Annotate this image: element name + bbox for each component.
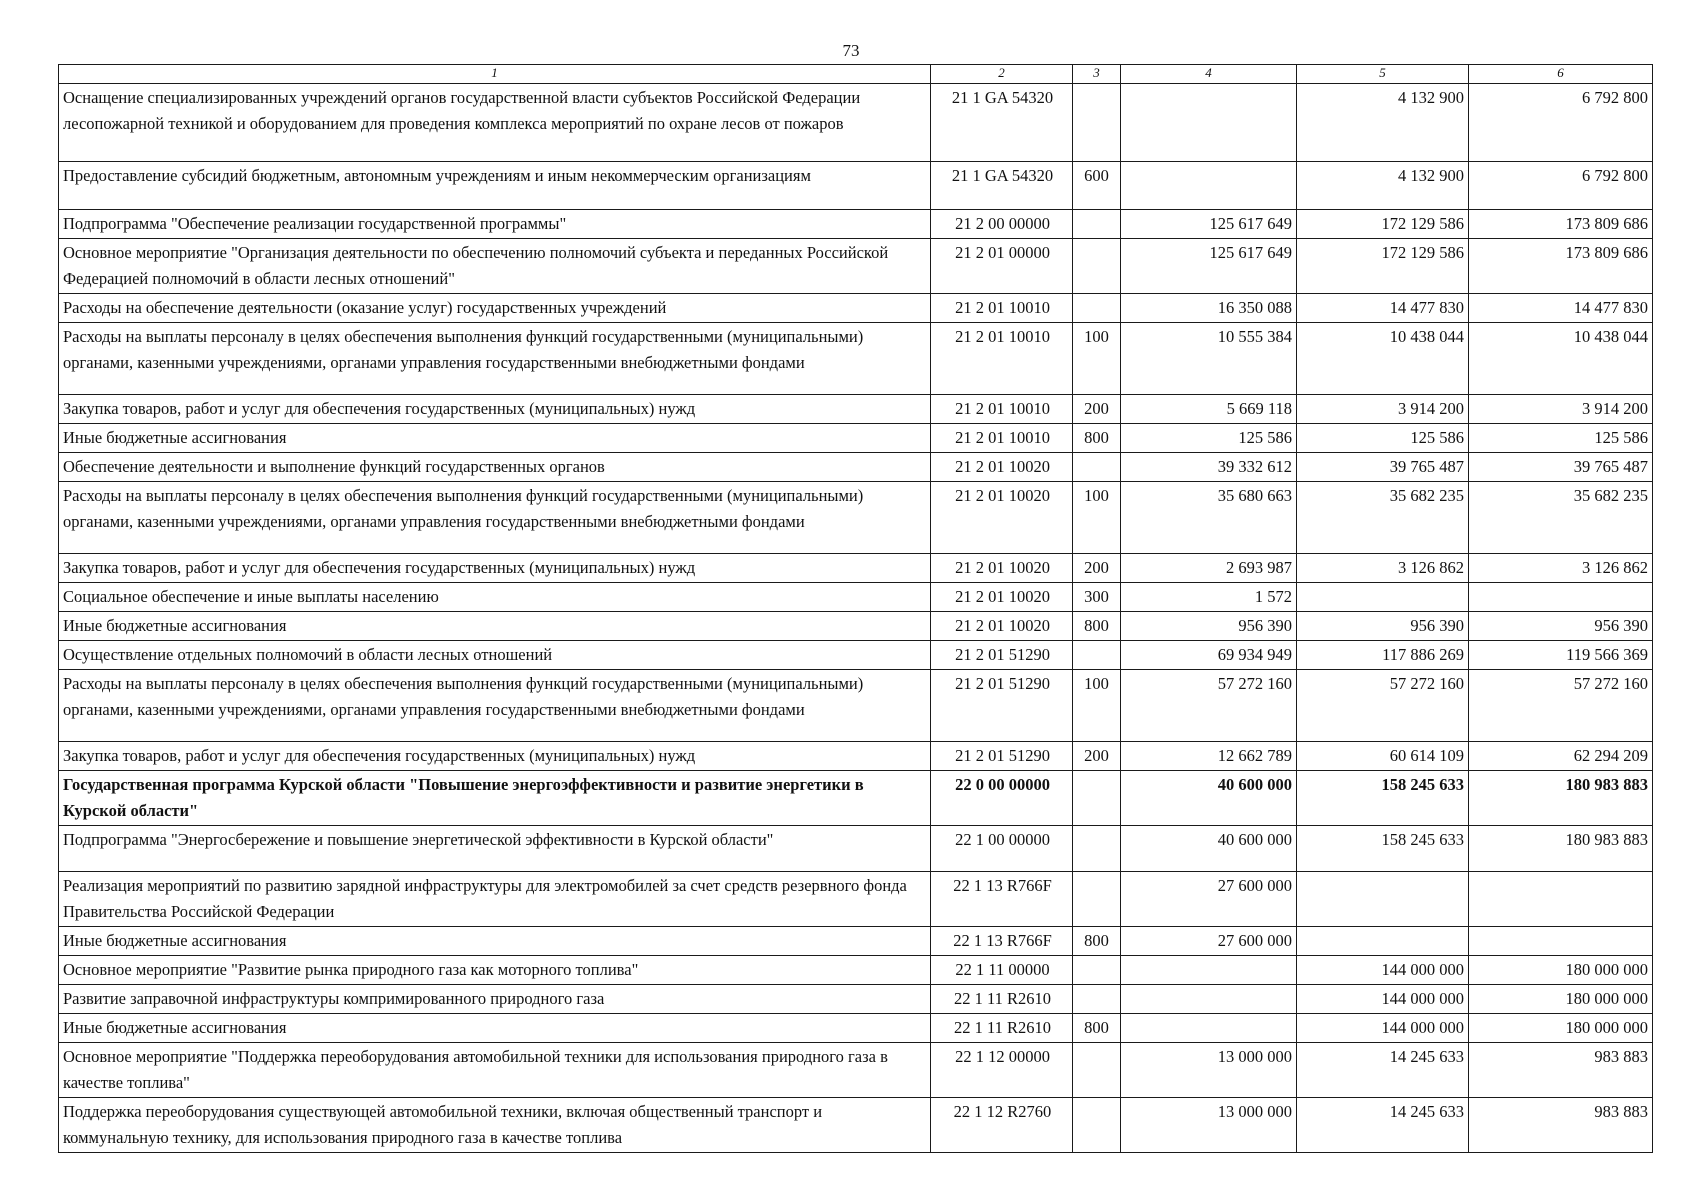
row-code-cell: 21 1 GA 54320 [931,84,1073,162]
row-amount-col6-cell: 180 000 000 [1469,956,1653,985]
row-amount-col4-cell: 13 000 000 [1121,1043,1297,1098]
row-amount-col4-cell: 16 350 088 [1121,294,1297,323]
row-amount-col5-cell: 144 000 000 [1297,985,1469,1014]
table-row [59,927,1653,956]
row-name-cell: Предоставление субсидий бюджетным, автономным учреждениям и иным некоммерческим организациям [59,162,931,210]
table-row [59,239,1653,294]
row-amount-col5-cell: 158 245 633 [1297,826,1469,872]
column-header: 2 [931,65,1073,84]
row-expense-type-cell [1073,239,1121,294]
row-amount-col5-cell: 60 614 109 [1297,742,1469,771]
row-amount-col6-cell: 983 883 [1469,1043,1653,1098]
row-code-cell: 22 1 13 R766F [931,927,1073,956]
row-expense-type-cell: 800 [1073,927,1121,956]
row-code-cell: 21 2 01 10020 [931,612,1073,641]
row-amount-col6-cell: 983 883 [1469,1098,1653,1153]
table-row [59,162,1653,210]
row-expense-type-cell: 100 [1073,323,1121,395]
row-amount-col4-cell: 125 617 649 [1121,239,1297,294]
row-expense-type-cell: 100 [1073,670,1121,742]
row-amount-col4-cell: 69 934 949 [1121,641,1297,670]
row-code-cell: 22 1 11 R2610 [931,985,1073,1014]
row-amount-col5-cell: 3 914 200 [1297,395,1469,424]
row-amount-col4-cell [1121,956,1297,985]
row-name-cell: Социальное обеспечение и иные выплаты населению [59,583,931,612]
row-amount-col4-cell: 12 662 789 [1121,742,1297,771]
row-amount-col4-cell: 40 600 000 [1121,771,1297,826]
row-expense-type-cell: 600 [1073,162,1121,210]
row-code-cell: 21 2 01 10020 [931,453,1073,482]
row-name-cell: Иные бюджетные ассигнования [59,612,931,641]
row-amount-col5-cell: 14 477 830 [1297,294,1469,323]
row-code-cell: 22 0 00 00000 [931,771,1073,826]
table-row [59,670,1653,742]
row-name-cell: Осуществление отдельных полномочий в области лесных отношений [59,641,931,670]
row-amount-col5-cell: 14 245 633 [1297,1043,1469,1098]
row-name-cell: Закупка товаров, работ и услуг для обеспечения государственных (муниципальных) нужд [59,554,931,583]
row-name-cell: Иные бюджетные ассигнования [59,1014,931,1043]
row-name-cell: Основное мероприятие "Организация деятельности по обеспечению полномочий субъекта и переданных Российской Федерацией полномочий в области лесных отношений" [59,239,931,294]
row-amount-col6-cell: 125 586 [1469,424,1653,453]
row-amount-col5-cell: 158 245 633 [1297,771,1469,826]
table-row [59,323,1653,395]
row-name-cell: Закупка товаров, работ и услуг для обеспечения государственных (муниципальных) нужд [59,742,931,771]
table-row [59,424,1653,453]
row-name-cell: Закупка товаров, работ и услуг для обеспечения государственных (муниципальных) нужд [59,395,931,424]
row-amount-col4-cell: 27 600 000 [1121,872,1297,927]
row-amount-col5-cell: 3 126 862 [1297,554,1469,583]
row-expense-type-cell: 200 [1073,742,1121,771]
table-row [59,1014,1653,1043]
row-amount-col4-cell [1121,162,1297,210]
row-code-cell: 21 2 01 10010 [931,294,1073,323]
row-expense-type-cell [1073,84,1121,162]
row-amount-col6-cell: 6 792 800 [1469,162,1653,210]
table-row [59,641,1653,670]
row-name-cell: Поддержка переоборудования существующей автомобильной техники, включая общественный транспорт и коммунальную технику, для использования природного газа в качестве топлива [59,1098,931,1153]
row-amount-col5-cell [1297,583,1469,612]
row-expense-type-cell: 300 [1073,583,1121,612]
table-row [59,612,1653,641]
row-amount-col6-cell: 57 272 160 [1469,670,1653,742]
budget-table-container [58,64,1652,1153]
row-amount-col4-cell: 1 572 [1121,583,1297,612]
row-amount-col5-cell: 4 132 900 [1297,84,1469,162]
row-amount-col5-cell: 172 129 586 [1297,239,1469,294]
row-code-cell: 21 2 01 10020 [931,554,1073,583]
row-name-cell: Реализация мероприятий по развитию зарядной инфраструктуры для электромобилей за счет средств резервного фонда Правительства Российской Федерации [59,872,931,927]
row-name-cell: Расходы на выплаты персоналу в целях обеспечения выполнения функций государственными (муниципальными) органами, казенными учреждениями, органами управления государственными внебюджетными фондами [59,323,931,395]
row-amount-col4-cell: 13 000 000 [1121,1098,1297,1153]
row-amount-col6-cell: 6 792 800 [1469,84,1653,162]
row-amount-col6-cell: 180 983 883 [1469,826,1653,872]
row-amount-col5-cell: 4 132 900 [1297,162,1469,210]
row-amount-col4-cell: 2 693 987 [1121,554,1297,583]
row-amount-col5-cell: 117 886 269 [1297,641,1469,670]
column-header: 4 [1121,65,1297,84]
row-expense-type-cell: 200 [1073,554,1121,583]
row-code-cell: 21 2 01 10020 [931,482,1073,554]
row-amount-col4-cell [1121,84,1297,162]
column-header: 5 [1297,65,1469,84]
row-amount-col5-cell: 956 390 [1297,612,1469,641]
table-row [59,210,1653,239]
row-expense-type-cell [1073,826,1121,872]
row-amount-col4-cell: 956 390 [1121,612,1297,641]
table-row [59,985,1653,1014]
row-amount-col5-cell: 125 586 [1297,424,1469,453]
row-name-cell: Расходы на обеспечение деятельности (оказание услуг) государственных учреждений [59,294,931,323]
row-amount-col5-cell [1297,872,1469,927]
row-expense-type-cell [1073,1098,1121,1153]
row-amount-col6-cell: 173 809 686 [1469,239,1653,294]
row-amount-col4-cell: 125 617 649 [1121,210,1297,239]
row-code-cell: 22 1 12 00000 [931,1043,1073,1098]
row-amount-col6-cell: 62 294 209 [1469,742,1653,771]
row-expense-type-cell [1073,294,1121,323]
row-name-cell: Подпрограмма "Обеспечение реализации государственной программы" [59,210,931,239]
column-header: 1 [59,65,931,84]
row-code-cell: 21 2 01 51290 [931,742,1073,771]
row-code-cell: 22 1 12 R2760 [931,1098,1073,1153]
row-amount-col5-cell [1297,927,1469,956]
row-expense-type-cell: 800 [1073,1014,1121,1043]
row-code-cell: 21 2 01 10010 [931,323,1073,395]
row-name-cell: Обеспечение деятельности и выполнение функций государственных органов [59,453,931,482]
table-row [59,395,1653,424]
row-amount-col6-cell: 180 000 000 [1469,1014,1653,1043]
row-name-cell: Государственная программа Курской области "Повышение энергоэффективности и развитие энергетики в Курской области" [59,771,931,826]
row-amount-col5-cell: 39 765 487 [1297,453,1469,482]
row-expense-type-cell [1073,985,1121,1014]
row-code-cell: 21 2 01 10020 [931,583,1073,612]
row-amount-col4-cell: 39 332 612 [1121,453,1297,482]
row-amount-col5-cell: 172 129 586 [1297,210,1469,239]
row-expense-type-cell [1073,872,1121,927]
row-code-cell: 21 2 01 10010 [931,424,1073,453]
row-amount-col6-cell [1469,583,1653,612]
row-amount-col4-cell: 40 600 000 [1121,826,1297,872]
table-row [59,771,1653,826]
row-code-cell: 21 2 00 00000 [931,210,1073,239]
page-number: 73 [842,41,860,60]
row-code-cell: 22 1 11 R2610 [931,1014,1073,1043]
row-amount-col6-cell: 35 682 235 [1469,482,1653,554]
table-row [59,956,1653,985]
row-name-cell: Иные бюджетные ассигнования [59,927,931,956]
row-name-cell: Основное мероприятие "Поддержка переоборудования автомобильной техники для использования природного газа в качестве топлива" [59,1043,931,1098]
row-expense-type-cell [1073,210,1121,239]
row-code-cell: 22 1 13 R766F [931,872,1073,927]
row-expense-type-cell [1073,956,1121,985]
row-amount-col5-cell: 14 245 633 [1297,1098,1469,1153]
row-amount-col6-cell: 14 477 830 [1469,294,1653,323]
row-amount-col5-cell: 35 682 235 [1297,482,1469,554]
row-code-cell: 21 2 01 00000 [931,239,1073,294]
table-row [59,294,1653,323]
row-expense-type-cell [1073,453,1121,482]
row-amount-col6-cell: 180 000 000 [1469,985,1653,1014]
row-amount-col4-cell: 57 272 160 [1121,670,1297,742]
row-amount-col4-cell [1121,1014,1297,1043]
row-code-cell: 21 2 01 10010 [931,395,1073,424]
table-body [59,84,1653,1153]
table-row [59,482,1653,554]
column-header: 6 [1469,65,1653,84]
row-amount-col4-cell: 5 669 118 [1121,395,1297,424]
table-row [59,1098,1653,1153]
row-name-cell: Подпрограмма "Энергосбережение и повышение энергетической эффективности в Курской области" [59,826,931,872]
row-code-cell: 22 1 11 00000 [931,956,1073,985]
row-expense-type-cell [1073,641,1121,670]
row-expense-type-cell: 100 [1073,482,1121,554]
row-amount-col6-cell: 10 438 044 [1469,323,1653,395]
table-row [59,453,1653,482]
row-amount-col6-cell [1469,927,1653,956]
row-expense-type-cell: 800 [1073,612,1121,641]
row-amount-col5-cell: 144 000 000 [1297,956,1469,985]
row-amount-col5-cell: 144 000 000 [1297,1014,1469,1043]
row-name-cell: Расходы на выплаты персоналу в целях обеспечения выполнения функций государственными (муниципальными) органами, казенными учреждениями, органами управления государственными внебюджетными фондами [59,482,931,554]
row-amount-col6-cell: 3 914 200 [1469,395,1653,424]
row-amount-col4-cell: 35 680 663 [1121,482,1297,554]
row-expense-type-cell [1073,771,1121,826]
row-code-cell: 21 2 01 51290 [931,641,1073,670]
row-name-cell: Развитие заправочной инфраструктуры компримированного природного газа [59,985,931,1014]
row-amount-col4-cell: 27 600 000 [1121,927,1297,956]
row-amount-col5-cell: 10 438 044 [1297,323,1469,395]
table-row [59,1043,1653,1098]
row-name-cell: Иные бюджетные ассигнования [59,424,931,453]
table-row [59,84,1653,162]
row-expense-type-cell [1073,1043,1121,1098]
row-amount-col6-cell: 180 983 883 [1469,771,1653,826]
budget-table [58,64,1653,1153]
row-expense-type-cell: 800 [1073,424,1121,453]
table-row [59,826,1653,872]
table-row [59,554,1653,583]
row-code-cell: 21 2 01 51290 [931,670,1073,742]
table-row [59,583,1653,612]
row-code-cell: 22 1 00 00000 [931,826,1073,872]
row-name-cell: Расходы на выплаты персоналу в целях обеспечения выполнения функций государственными (муниципальными) органами, казенными учреждениями, органами управления государственными внебюджетными фондами [59,670,931,742]
row-amount-col6-cell: 39 765 487 [1469,453,1653,482]
row-amount-col6-cell: 119 566 369 [1469,641,1653,670]
row-amount-col6-cell [1469,872,1653,927]
table-row [59,872,1653,927]
column-header: 3 [1073,65,1121,84]
row-amount-col4-cell [1121,985,1297,1014]
row-amount-col5-cell: 57 272 160 [1297,670,1469,742]
row-expense-type-cell: 200 [1073,395,1121,424]
row-code-cell: 21 1 GA 54320 [931,162,1073,210]
row-amount-col6-cell: 173 809 686 [1469,210,1653,239]
row-name-cell: Основное мероприятие "Развитие рынка природного газа как моторного топлива" [59,956,931,985]
table-row [59,742,1653,771]
row-amount-col4-cell: 125 586 [1121,424,1297,453]
row-amount-col6-cell: 956 390 [1469,612,1653,641]
row-amount-col4-cell: 10 555 384 [1121,323,1297,395]
column-number-header [59,65,1653,84]
row-name-cell: Оснащение специализированных учреждений органов государственной власти субъектов Российской Федерации лесопожарной техникой и оборудованием для проведения комплекса мероприятий по охране лесов от пожаров [59,84,931,162]
row-amount-col6-cell: 3 126 862 [1469,554,1653,583]
